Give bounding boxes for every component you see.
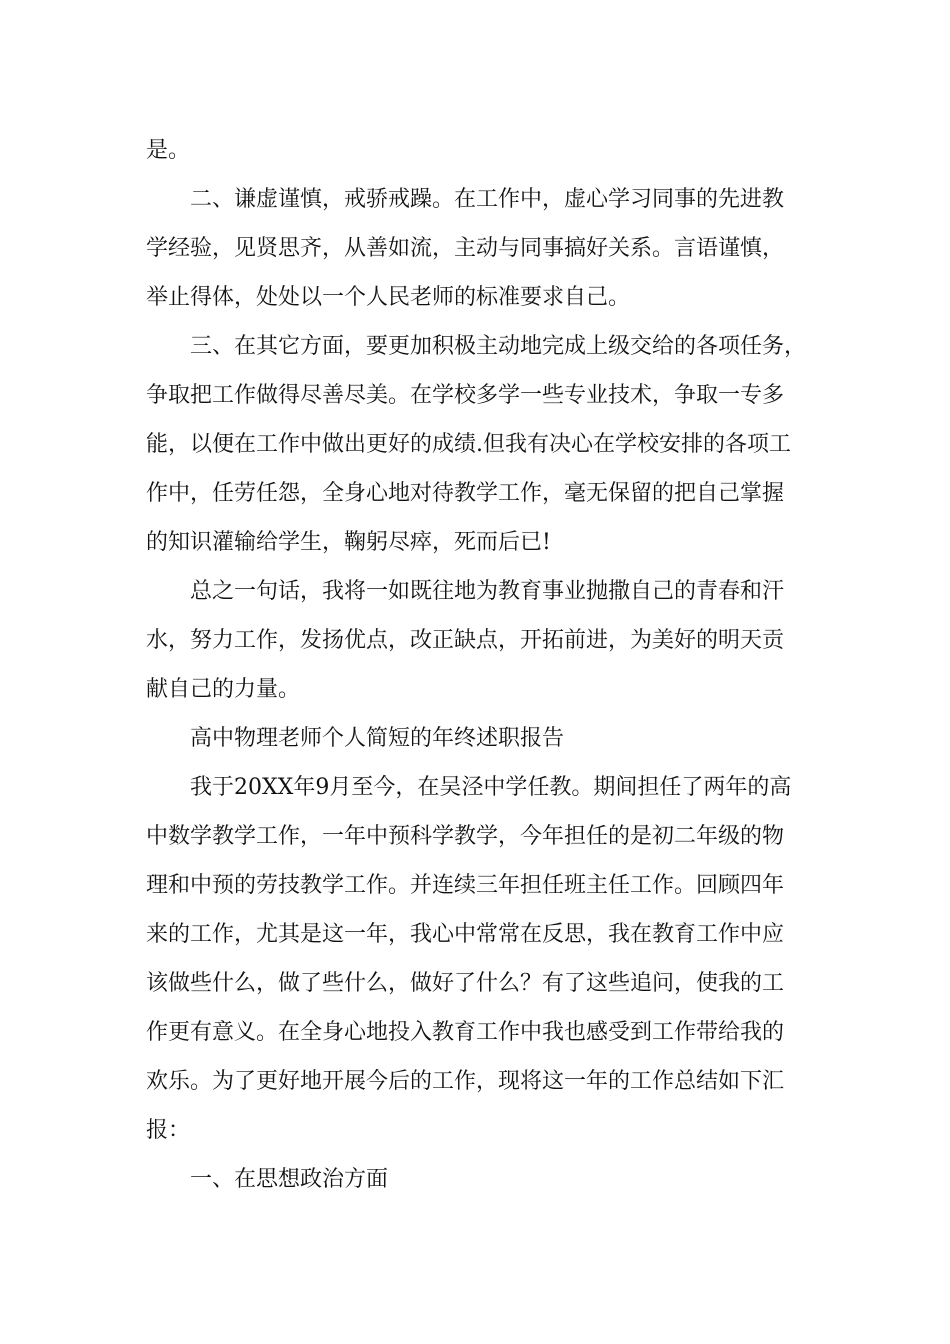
text-line: 水，努力工作，发扬优点，改正缺点，开拓前进，为美好的明天贡 xyxy=(146,628,785,653)
text-line: 来的工作，尤其是这一年，我心中常常在反思，我在教育工作中应 xyxy=(146,922,785,947)
paragraph-first-line: 我于20XX年9月至今，在吴泾中学任教。期间担任了两年的高 xyxy=(190,775,792,800)
text-line: 作更有意义。在全身心地投入教育工作中我也感受到工作带给我的 xyxy=(146,1020,785,1045)
text-line: 报： xyxy=(146,1118,191,1143)
text-line: 是。 xyxy=(146,138,191,163)
text-line: 中数学教学工作，一年中预科学教学，今年担任的是初二年级的物 xyxy=(146,824,785,849)
paragraph-first-line: 总之一句话，我将一如既往地为教育事业抛撒自己的青春和汗 xyxy=(190,579,785,604)
text-line: 献自己的力量。 xyxy=(146,677,301,702)
text-line: 的知识灌输给学生，鞠躬尽瘁，死而后已! xyxy=(146,530,551,555)
document-body xyxy=(146,126,814,1204)
text-line: 学经验，见贤思齐，从善如流，主动与同事搞好关系。言语谨慎， xyxy=(146,236,785,261)
text-line: 作中，任劳任怨，全身心地对待教学工作，毫无保留的把自己掌握 xyxy=(146,481,785,506)
paragraph-first-line: 三、在其它方面，要更加积极主动地完成上级交给的各项任务， xyxy=(190,334,807,359)
text-line: 举止得体，处处以一个人民老师的标准要求自己。 xyxy=(146,285,631,310)
text-line: 该做些什么，做了些什么，做好了什么？有了这些追问，使我的工 xyxy=(146,971,785,996)
text-line: 理和中预的劳技教学工作。并连续三年担任班主任工作。回顾四年 xyxy=(146,873,785,898)
paragraph-first-line: 二、谦虚谨慎，戒骄戒躁。在工作中，虚心学习同事的先进教 xyxy=(190,187,785,212)
text-line: 争取把工作做得尽善尽美。在学校多学一些专业技术，争取一专多 xyxy=(146,383,785,408)
text-line: 欢乐。为了更好地开展今后的工作，现将这一年的工作总结如下汇 xyxy=(146,1069,785,1094)
section-heading: 高中物理老师个人简短的年终述职报告 xyxy=(190,726,565,751)
subsection-heading: 一、在思想政治方面 xyxy=(190,1167,389,1192)
text-line: 能，以便在工作中做出更好的成绩.但我有决心在学校安排的各项工 xyxy=(146,432,791,457)
